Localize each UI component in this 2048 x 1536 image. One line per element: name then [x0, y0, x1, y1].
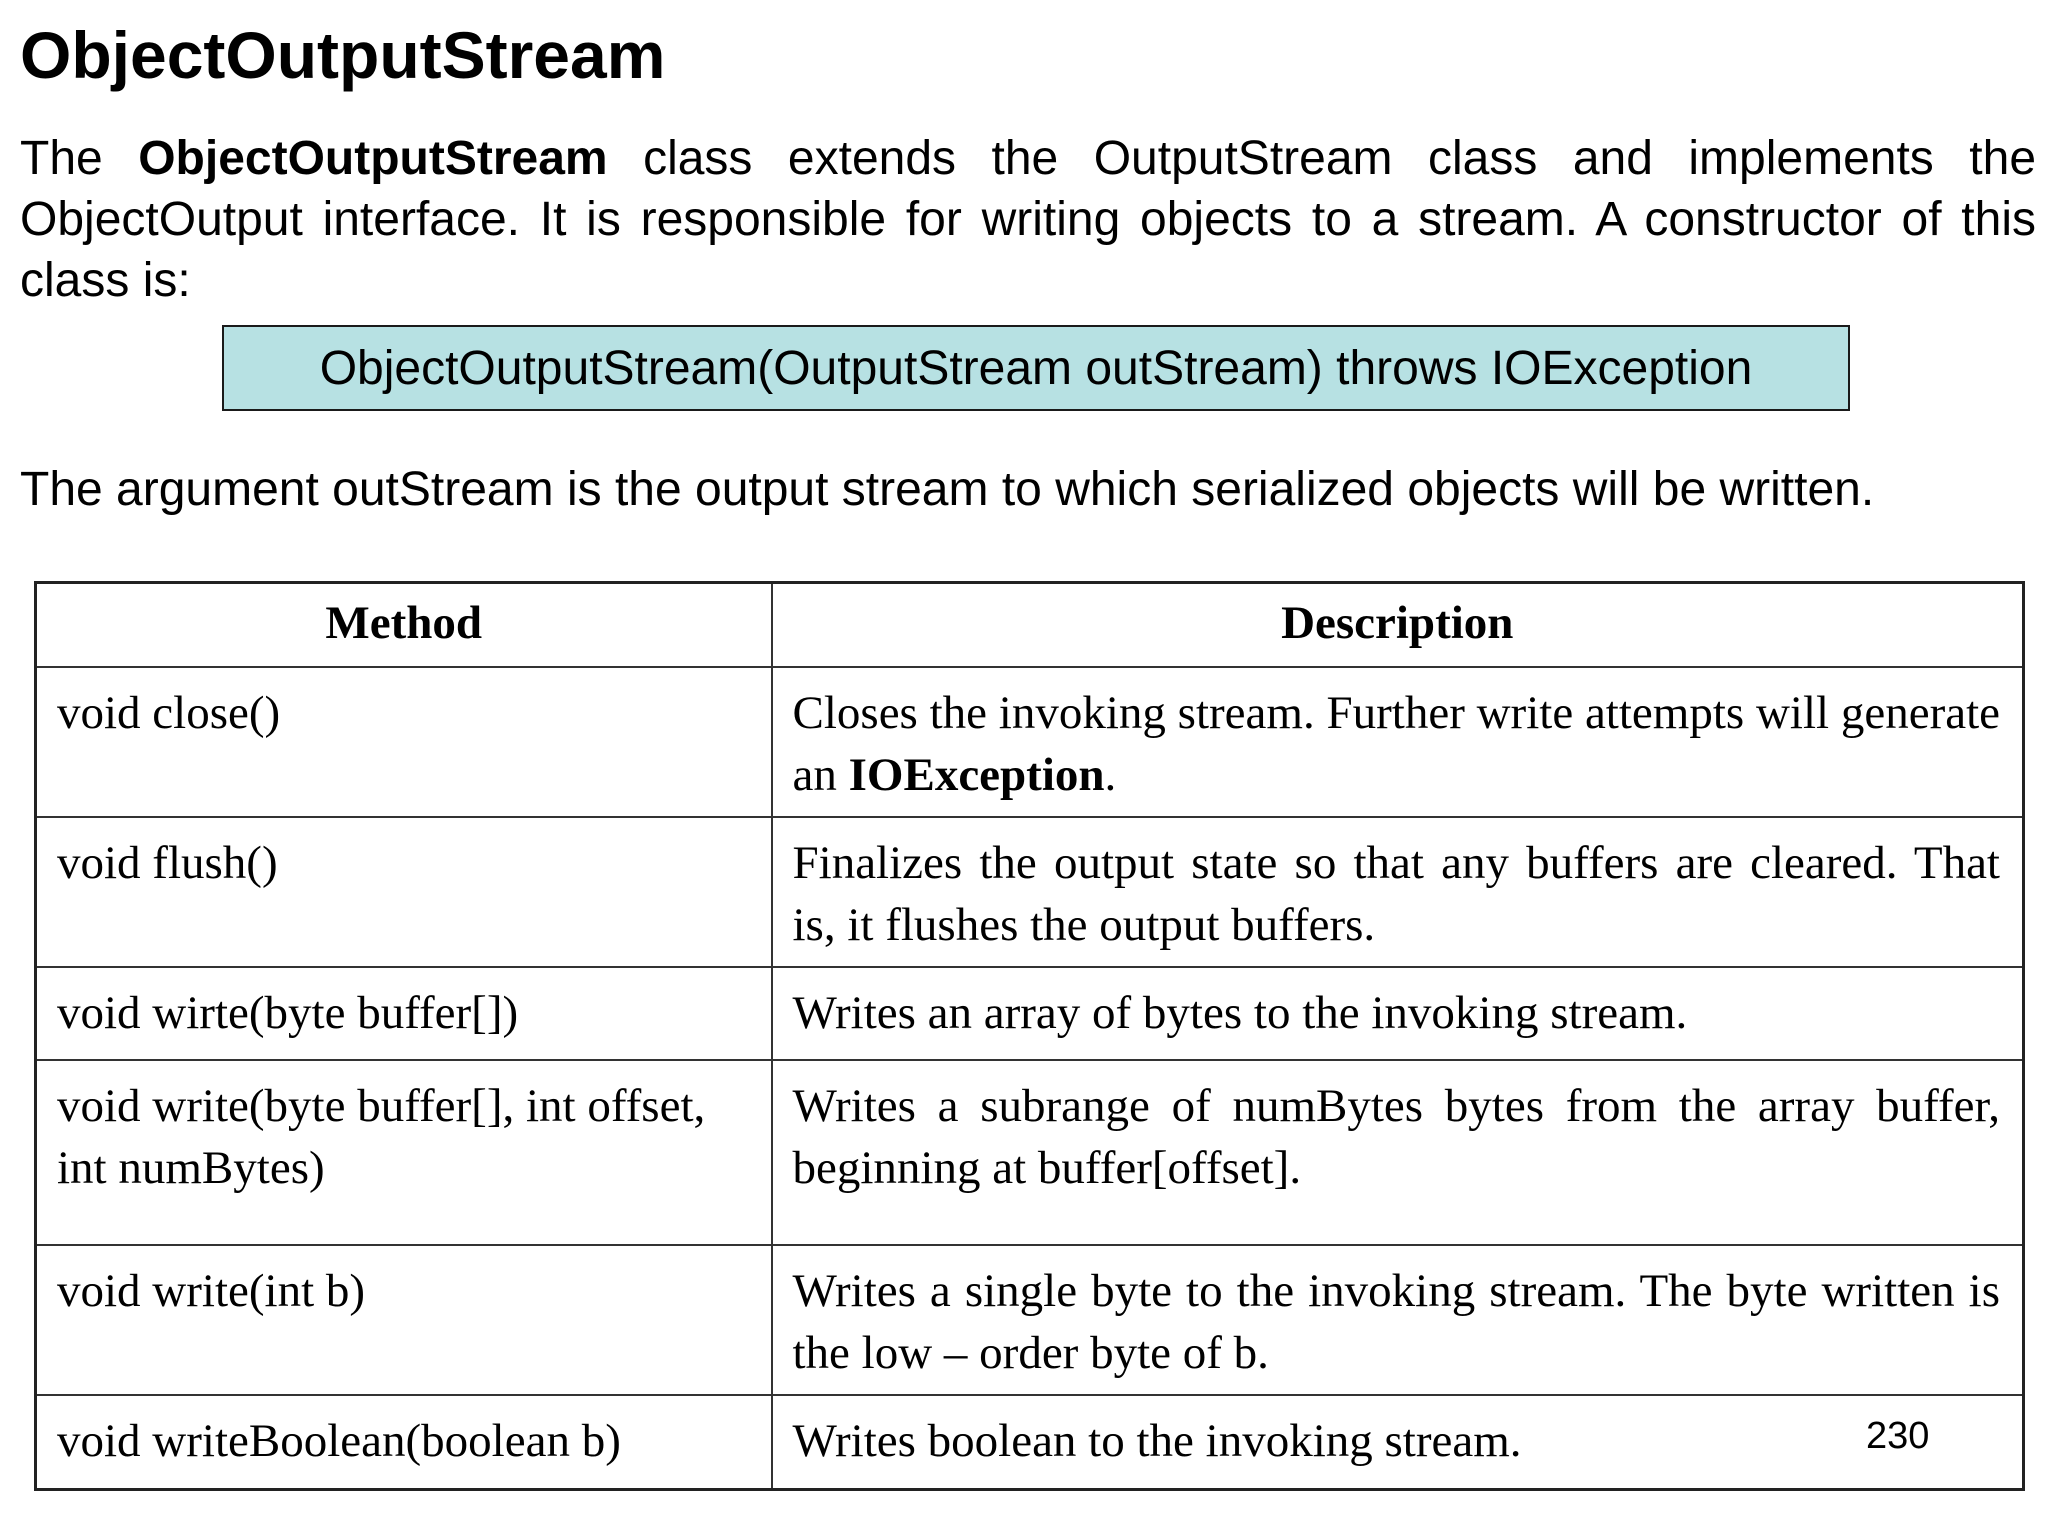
method-cell: void write(int b)	[36, 1245, 772, 1395]
intro-paragraph	[20, 128, 2036, 311]
intro-prefix: The	[20, 132, 139, 185]
description-cell: Writes an array of bytes to the invoking stream.	[772, 967, 2024, 1060]
table-header-row	[36, 583, 2024, 667]
header-description: Description	[772, 583, 2024, 667]
description-end: .	[1104, 748, 1117, 801]
description-exception: IOException	[848, 748, 1105, 801]
table-row	[36, 1245, 2024, 1395]
method-cell: void close()	[36, 667, 772, 817]
table-row	[36, 817, 2024, 967]
method-cell: void wirte(byte buffer[])	[36, 967, 772, 1060]
table-row	[36, 667, 2024, 817]
header-method: Method	[36, 583, 772, 667]
description-cell: Writes a subrange of numBytes bytes from the array buffer, beginning at buffer[offset].	[772, 1060, 2024, 1245]
description-cell: Finalizes the output state so that any buffers are cleared. That is, it flushes the output buffers.	[772, 817, 2024, 967]
page-title: ObjectOutputStream	[20, 18, 666, 92]
constructor-signature-box	[222, 325, 1850, 411]
method-cell: void writeBoolean(boolean b)	[36, 1395, 772, 1490]
description-cell: Writes a single byte to the invoking stream. The byte written is the low – order byte of b.	[772, 1245, 2024, 1395]
description-text: Closes the invoking stream. Further write attempts will generate an	[792, 686, 2000, 801]
methods-table	[34, 581, 2025, 1491]
method-cell: void flush()	[36, 817, 772, 967]
description-cell: Writes boolean to the invoking stream.	[772, 1395, 2024, 1490]
intro-class-name: ObjectOutputStream	[138, 132, 608, 185]
table-row	[36, 1395, 2024, 1490]
description-cell	[772, 667, 2024, 817]
table-row	[36, 1060, 2024, 1245]
method-cell: void write(byte buffer[], int offset, int numBytes)	[36, 1060, 772, 1245]
page-number: 230	[1866, 1415, 1930, 1457]
argument-note: The argument outStream is the output stream to which serialized objects will be written.	[20, 463, 1875, 516]
table-row	[36, 967, 2024, 1060]
constructor-signature: ObjectOutputStream(OutputStream outStream) throws IOException	[319, 341, 1753, 395]
intro-suffix: class extends the OutputStream class and implements the ObjectOutput interface. It is responsible for writing objects to a stream. A constructor of this class is:	[20, 132, 2037, 307]
